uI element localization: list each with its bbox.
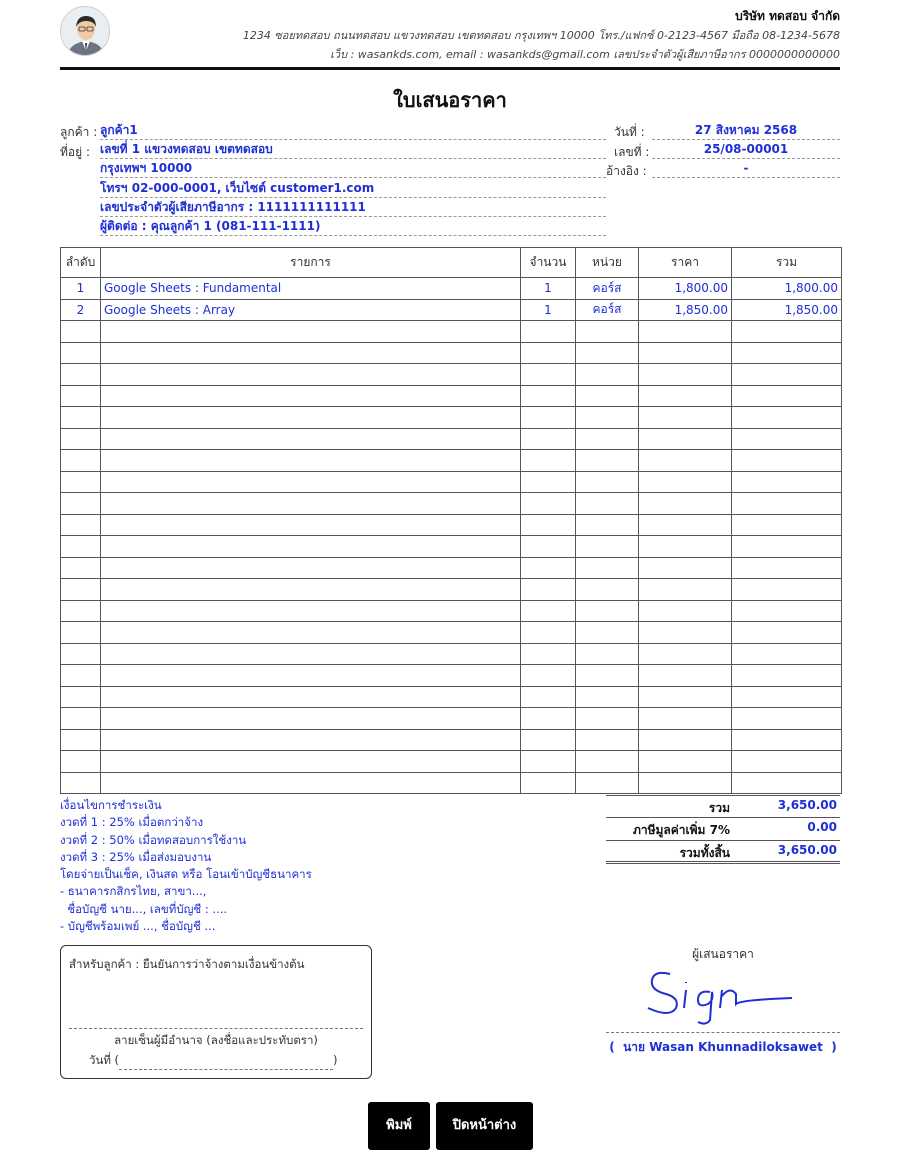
empty-cell bbox=[576, 643, 639, 665]
empty-cell bbox=[732, 321, 842, 343]
empty-cell bbox=[732, 471, 842, 493]
empty-cell bbox=[639, 536, 732, 558]
row-no: 2 bbox=[61, 299, 101, 321]
company-address: 1234 ซอยทดสอบ ถนนทดสอบ แขวงทดสอบ เขตทดสอบ กรุงเทพฯ 10000 โทร./แฟกซ์ 0-2123-4567 มือถือ 08-1234-5678 bbox=[242, 29, 840, 42]
empty-cell bbox=[61, 600, 101, 622]
empty-cell bbox=[576, 321, 639, 343]
empty-table-row bbox=[61, 342, 842, 364]
empty-cell bbox=[576, 407, 639, 429]
header-divider bbox=[60, 67, 840, 70]
empty-cell bbox=[732, 385, 842, 407]
empty-cell bbox=[521, 729, 576, 751]
empty-cell bbox=[61, 557, 101, 579]
empty-cell bbox=[61, 428, 101, 450]
company-name: บริษัท ทดสอบ จำกัด bbox=[735, 9, 840, 23]
empty-cell bbox=[576, 471, 639, 493]
empty-table-row bbox=[61, 428, 842, 450]
empty-cell bbox=[521, 493, 576, 515]
column-header-item: รายการ bbox=[101, 248, 521, 278]
empty-cell bbox=[521, 622, 576, 644]
empty-table-row bbox=[61, 751, 842, 773]
proposer-label: ผู้เสนอราคา bbox=[692, 947, 754, 961]
empty-cell bbox=[576, 686, 639, 708]
address-line-5: ผู้ติดต่อ : คุณลูกค้า 1 (081-111-1111) bbox=[100, 217, 606, 236]
empty-table-row bbox=[61, 493, 842, 515]
empty-cell bbox=[101, 471, 521, 493]
row-total: 1,800.00 bbox=[732, 278, 842, 300]
empty-cell bbox=[101, 493, 521, 515]
empty-cell bbox=[732, 708, 842, 730]
customer-date-label: วันที่ ( bbox=[89, 1053, 120, 1067]
row-qty: 1 bbox=[521, 299, 576, 321]
empty-cell bbox=[521, 579, 576, 601]
empty-cell bbox=[61, 772, 101, 794]
empty-cell bbox=[61, 514, 101, 536]
empty-cell bbox=[732, 579, 842, 601]
empty-cell bbox=[101, 600, 521, 622]
row-unit: คอร์ส bbox=[576, 299, 639, 321]
totals-summary bbox=[606, 795, 840, 864]
empty-cell bbox=[521, 536, 576, 558]
empty-cell bbox=[732, 600, 842, 622]
page-title: ใบเสนอราคา bbox=[393, 88, 507, 112]
terms-line: - ธนาคารกสิกรไทย, สาขา..., bbox=[60, 884, 207, 899]
grand-total-label: รวมทั้งสิ้น bbox=[679, 846, 730, 860]
empty-cell bbox=[639, 643, 732, 665]
empty-cell bbox=[732, 342, 842, 364]
empty-cell bbox=[61, 385, 101, 407]
empty-cell bbox=[732, 772, 842, 794]
empty-cell bbox=[521, 643, 576, 665]
empty-cell bbox=[61, 708, 101, 730]
empty-cell bbox=[521, 557, 576, 579]
empty-cell bbox=[639, 622, 732, 644]
customer-name: ลูกค้า1 bbox=[100, 121, 606, 140]
empty-cell bbox=[576, 622, 639, 644]
row-item: Google Sheets : Fundamental bbox=[101, 278, 521, 300]
proposer-open-paren: ( bbox=[609, 1040, 615, 1054]
empty-cell bbox=[639, 321, 732, 343]
empty-cell bbox=[101, 665, 521, 687]
customer-signature-line bbox=[69, 1028, 363, 1029]
empty-cell bbox=[61, 536, 101, 558]
number-label: เลขที่ : bbox=[614, 145, 650, 159]
empty-cell bbox=[61, 493, 101, 515]
empty-cell bbox=[576, 665, 639, 687]
empty-table-row bbox=[61, 686, 842, 708]
empty-cell bbox=[101, 385, 521, 407]
empty-cell bbox=[521, 407, 576, 429]
row-qty: 1 bbox=[521, 278, 576, 300]
table-header-row bbox=[61, 248, 842, 278]
empty-cell bbox=[639, 600, 732, 622]
empty-cell bbox=[576, 772, 639, 794]
row-price: 1,850.00 bbox=[639, 299, 732, 321]
terms-line: ชื่อบัญชี นาย..., เลขที่บัญชี : .... bbox=[60, 901, 228, 916]
empty-cell bbox=[61, 665, 101, 687]
empty-cell bbox=[61, 686, 101, 708]
column-header-price: ราคา bbox=[639, 248, 732, 278]
empty-cell bbox=[639, 772, 732, 794]
empty-table-row bbox=[61, 600, 842, 622]
address-line-3: โทรฯ 02-000-0001, เว็บไซต์ customer1.com bbox=[100, 179, 606, 198]
empty-cell bbox=[639, 342, 732, 364]
empty-cell bbox=[576, 493, 639, 515]
empty-cell bbox=[576, 450, 639, 472]
print-button[interactable]: พิมพ์ bbox=[368, 1102, 430, 1150]
address-line-4: เลขประจำตัวผู้เสียภาษีอากร : 1111111111111 bbox=[100, 198, 606, 217]
empty-cell bbox=[521, 751, 576, 773]
empty-cell bbox=[639, 493, 732, 515]
empty-table-row bbox=[61, 321, 842, 343]
empty-cell bbox=[61, 622, 101, 644]
address-line-2: กรุงเทพฯ 10000 bbox=[100, 159, 606, 178]
empty-cell bbox=[61, 342, 101, 364]
empty-cell bbox=[101, 622, 521, 644]
empty-cell bbox=[101, 407, 521, 429]
empty-cell bbox=[101, 450, 521, 472]
empty-cell bbox=[61, 450, 101, 472]
terms-line: - บัญชีพร้อมเพย์ ..., ชื่อบัญชี ... bbox=[60, 919, 216, 934]
empty-table-row bbox=[61, 471, 842, 493]
empty-cell bbox=[101, 643, 521, 665]
vat-row bbox=[606, 818, 840, 841]
row-no: 1 bbox=[61, 278, 101, 300]
empty-cell bbox=[521, 665, 576, 687]
empty-cell bbox=[101, 428, 521, 450]
empty-cell bbox=[576, 364, 639, 386]
company-logo-avatar bbox=[60, 6, 110, 56]
empty-cell bbox=[576, 428, 639, 450]
empty-cell bbox=[521, 385, 576, 407]
empty-cell bbox=[639, 471, 732, 493]
table-row bbox=[61, 278, 842, 300]
empty-cell bbox=[732, 643, 842, 665]
empty-cell bbox=[101, 579, 521, 601]
empty-cell bbox=[732, 364, 842, 386]
empty-cell bbox=[101, 536, 521, 558]
empty-cell bbox=[61, 321, 101, 343]
empty-cell bbox=[521, 364, 576, 386]
empty-cell bbox=[639, 557, 732, 579]
company-web-info: เว็บ : wasankds.com, email : wasankds@gmail.com เลขประจำตัวผู้เสียภาษีอากร 0000000000000 bbox=[330, 48, 840, 61]
empty-cell bbox=[521, 471, 576, 493]
empty-cell bbox=[639, 665, 732, 687]
empty-cell bbox=[521, 600, 576, 622]
empty-cell bbox=[576, 579, 639, 601]
reference-label: อ้างอิง : bbox=[606, 164, 647, 178]
empty-cell bbox=[576, 536, 639, 558]
row-item: Google Sheets : Array bbox=[101, 299, 521, 321]
empty-cell bbox=[639, 708, 732, 730]
empty-cell bbox=[639, 514, 732, 536]
grand-total-value: 3,650.00 bbox=[777, 843, 837, 857]
empty-table-row bbox=[61, 643, 842, 665]
customer-box-title: สำหรับลูกค้า : ยืนยันการว่าจ้างตามเงื่อนข้างต้น bbox=[69, 957, 305, 971]
row-price: 1,800.00 bbox=[639, 278, 732, 300]
empty-cell bbox=[521, 450, 576, 472]
empty-cell bbox=[521, 321, 576, 343]
document-number: 25/08-00001 bbox=[652, 140, 840, 159]
empty-cell bbox=[732, 686, 842, 708]
empty-table-row bbox=[61, 622, 842, 644]
proposer-name-text: นาย Wasan Khunnadiloksawet bbox=[623, 1040, 823, 1054]
empty-cell bbox=[639, 385, 732, 407]
customer-label: ลูกค้า : bbox=[60, 125, 98, 139]
vat-value: 0.00 bbox=[807, 820, 837, 834]
empty-cell bbox=[61, 751, 101, 773]
column-header-unit: หน่วย bbox=[576, 248, 639, 278]
empty-cell bbox=[521, 514, 576, 536]
empty-cell bbox=[639, 364, 732, 386]
reference-value: - bbox=[652, 159, 840, 178]
empty-cell bbox=[101, 708, 521, 730]
empty-cell bbox=[101, 729, 521, 751]
customer-confirmation-box bbox=[60, 945, 372, 1079]
customer-date-close: ) bbox=[333, 1053, 338, 1067]
empty-cell bbox=[576, 600, 639, 622]
items-table bbox=[60, 247, 842, 794]
empty-cell bbox=[732, 729, 842, 751]
column-header-no: ลำดับ bbox=[61, 248, 101, 278]
address-label: ที่อยู่ : bbox=[60, 145, 91, 159]
empty-cell bbox=[576, 514, 639, 536]
empty-cell bbox=[576, 708, 639, 730]
subtotal-row bbox=[606, 795, 840, 818]
close-window-button[interactable]: ปิดหน้าต่าง bbox=[436, 1102, 533, 1150]
row-total: 1,850.00 bbox=[732, 299, 842, 321]
empty-cell bbox=[732, 536, 842, 558]
empty-table-row bbox=[61, 450, 842, 472]
empty-table-row bbox=[61, 536, 842, 558]
empty-cell bbox=[101, 557, 521, 579]
date-label: วันที่ : bbox=[614, 125, 645, 139]
empty-table-row bbox=[61, 579, 842, 601]
vat-label: ภาษีมูลค่าเพิ่ม 7% bbox=[632, 823, 730, 837]
empty-cell bbox=[576, 729, 639, 751]
empty-cell bbox=[732, 751, 842, 773]
empty-cell bbox=[576, 557, 639, 579]
customer-date-blank bbox=[119, 1058, 333, 1070]
empty-cell bbox=[732, 493, 842, 515]
empty-cell bbox=[101, 321, 521, 343]
empty-cell bbox=[732, 622, 842, 644]
empty-cell bbox=[732, 407, 842, 429]
empty-cell bbox=[732, 450, 842, 472]
empty-cell bbox=[639, 686, 732, 708]
empty-cell bbox=[521, 686, 576, 708]
column-header-total: รวม bbox=[732, 248, 842, 278]
customer-signature-caption: ลายเซ็นผู้มีอำนาจ (ลงชื่อและประทับตรา) bbox=[114, 1033, 318, 1047]
column-header-qty: จำนวน bbox=[521, 248, 576, 278]
empty-cell bbox=[521, 708, 576, 730]
empty-cell bbox=[639, 407, 732, 429]
empty-table-row bbox=[61, 557, 842, 579]
payment-terms bbox=[60, 797, 312, 935]
person-avatar-icon bbox=[61, 7, 110, 56]
terms-line: โดยจ่ายเป็นเช็ค, เงินสด หรือ โอนเข้าบัญชีธนาคาร bbox=[60, 867, 312, 882]
customer-date-field bbox=[89, 1052, 338, 1070]
empty-table-row bbox=[61, 385, 842, 407]
subtotal-value: 3,650.00 bbox=[777, 798, 837, 812]
empty-cell bbox=[101, 364, 521, 386]
empty-cell bbox=[61, 643, 101, 665]
empty-cell bbox=[101, 751, 521, 773]
empty-table-row bbox=[61, 665, 842, 687]
empty-cell bbox=[61, 579, 101, 601]
empty-cell bbox=[101, 686, 521, 708]
proposer-signature-line bbox=[606, 1032, 840, 1033]
empty-cell bbox=[521, 428, 576, 450]
empty-table-row bbox=[61, 364, 842, 386]
proposer-name bbox=[606, 1038, 840, 1057]
empty-table-row bbox=[61, 514, 842, 536]
empty-cell bbox=[101, 342, 521, 364]
subtotal-label: รวม bbox=[708, 801, 730, 815]
grand-total-row bbox=[606, 841, 840, 864]
empty-cell bbox=[521, 342, 576, 364]
empty-cell bbox=[576, 751, 639, 773]
table-row bbox=[61, 299, 842, 321]
empty-table-row bbox=[61, 729, 842, 751]
signature-icon bbox=[640, 964, 800, 1028]
address-line-1: เลขที่ 1 แขวงทดสอบ เขตทดสอบ bbox=[100, 140, 606, 159]
empty-table-row bbox=[61, 407, 842, 429]
empty-cell bbox=[61, 407, 101, 429]
empty-cell bbox=[576, 385, 639, 407]
terms-line: งวดที่ 3 : 25% เมื่อส่งมอบงาน bbox=[60, 849, 212, 864]
terms-heading: เงื่อนไขการชำระเงิน bbox=[60, 798, 162, 812]
empty-cell bbox=[101, 772, 521, 794]
row-unit: คอร์ส bbox=[576, 278, 639, 300]
empty-cell bbox=[101, 514, 521, 536]
empty-cell bbox=[61, 471, 101, 493]
empty-cell bbox=[61, 364, 101, 386]
document-date: 27 สิงหาคม 2568 bbox=[652, 121, 840, 140]
empty-cell bbox=[639, 751, 732, 773]
empty-table-row bbox=[61, 708, 842, 730]
empty-cell bbox=[639, 729, 732, 751]
empty-table-row bbox=[61, 772, 842, 794]
empty-cell bbox=[639, 450, 732, 472]
proposer-close-paren: ) bbox=[831, 1040, 837, 1054]
empty-cell bbox=[732, 665, 842, 687]
empty-cell bbox=[639, 428, 732, 450]
terms-line: งวดที่ 2 : 50% เมื่อทดสอบการใช้งาน bbox=[60, 832, 247, 847]
empty-cell bbox=[732, 428, 842, 450]
empty-cell bbox=[732, 557, 842, 579]
empty-cell bbox=[576, 342, 639, 364]
empty-cell bbox=[732, 514, 842, 536]
empty-cell bbox=[61, 729, 101, 751]
terms-line: งวดที่ 1 : 25% เมื่อตกว่าจ้าง bbox=[60, 815, 204, 830]
empty-cell bbox=[639, 579, 732, 601]
empty-cell bbox=[521, 772, 576, 794]
